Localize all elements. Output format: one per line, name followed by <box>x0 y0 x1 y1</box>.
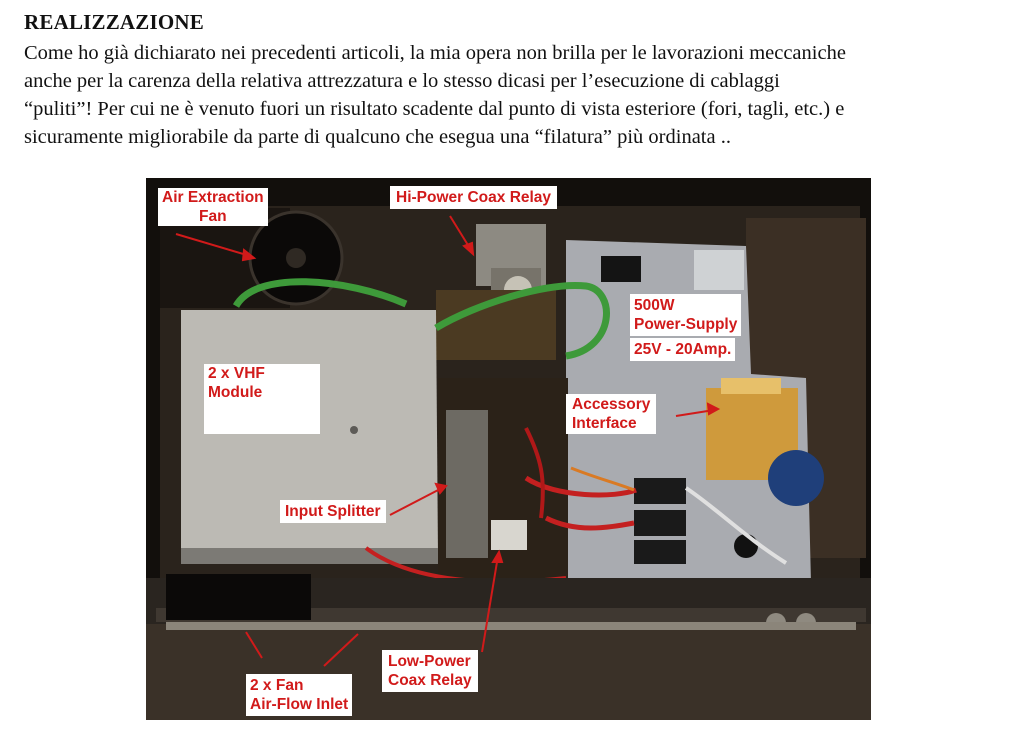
label-input-splitter: Input Splitter <box>280 500 386 523</box>
label-vhf-module: 2 x VHF Module <box>204 364 320 434</box>
paragraph-line: sicuramente migliorabile da parte di qualcuno che esegua una “filatura” più ordinata .. <box>24 126 731 148</box>
extraction-fan-hub <box>286 248 306 268</box>
psu-label-sticker <box>694 250 744 290</box>
label-air-extraction-fan: Air Extraction Fan <box>158 188 268 226</box>
label-power-supply-rating: 25V - 20Amp. <box>630 338 735 361</box>
low-power-relay <box>491 520 527 550</box>
amplifier-photo <box>146 178 871 720</box>
accessory-terminal-block <box>721 378 781 394</box>
amplifier-photo-drawing <box>146 178 871 720</box>
document-paragraph <box>24 39 1014 151</box>
label-fan-inlet: 2 x Fan Air-Flow Inlet <box>246 674 352 716</box>
label-accessory-interface: Accessory Interface <box>566 394 656 434</box>
terminal-block-2 <box>634 510 686 536</box>
paragraph-line: Come ho già dichiarato nei precedenti articoli, la mia opera non brilla per le lavorazioni meccaniche <box>24 42 846 64</box>
input-splitter-board <box>446 410 488 558</box>
front-rail <box>166 622 856 630</box>
vhf-module-plate <box>181 310 438 563</box>
ferrite-bead <box>734 534 758 558</box>
label-low-power-coax-relay: Low-Power Coax Relay <box>382 650 478 692</box>
fan-inlet <box>166 574 311 620</box>
label-power-supply: 500W Power-Supply <box>630 294 741 336</box>
document-heading: REALIZZAZIONE <box>24 10 204 34</box>
paragraph-line: anche per la carenza della relativa attrezzatura e lo stesso dicasi per l’esecuzione di cablaggi <box>24 70 780 92</box>
vhf-module-screw <box>350 426 358 434</box>
toroid-blue <box>768 450 824 506</box>
terminal-block-1 <box>634 478 686 504</box>
label-hi-power-coax-relay: Hi-Power Coax Relay <box>390 186 557 209</box>
paragraph-line: “puliti”! Per cui ne è venuto fuori un risultato scadente dal punto di vista esteriore (fori, tagli, etc.) e <box>24 98 845 120</box>
vhf-module-shadow <box>181 548 439 564</box>
terminal-block-3 <box>634 540 686 564</box>
psu-connector <box>601 256 641 282</box>
